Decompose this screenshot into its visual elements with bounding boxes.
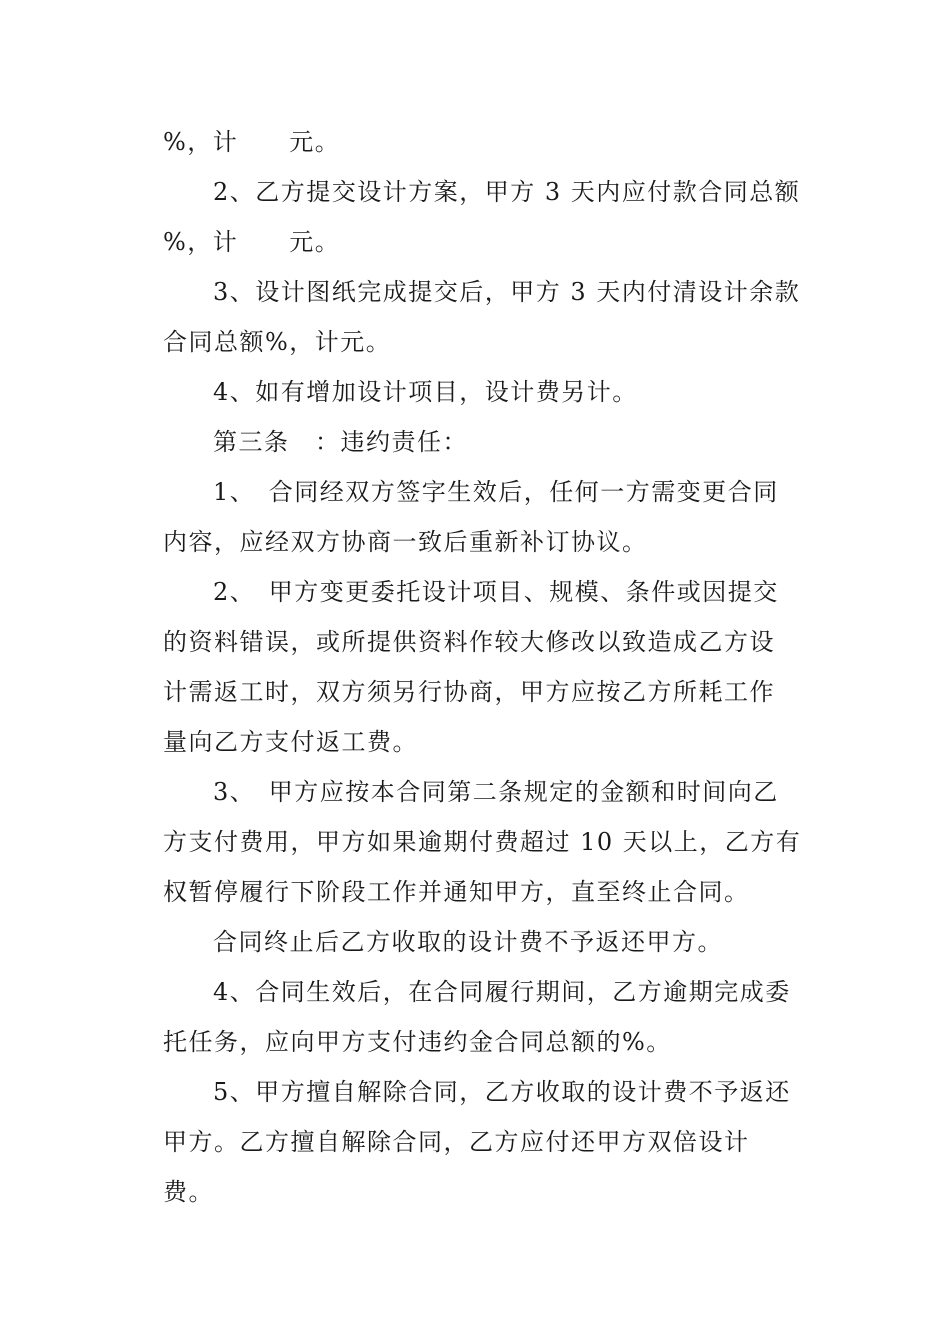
text-line: 3、设计图纸完成提交后，甲方 3 天内付清设计余款 xyxy=(213,278,801,306)
text-line: 内容，应经双方协商一致后重新补订协议。 xyxy=(163,528,648,556)
text-line: 权暂停履行下阶段工作并通知甲方，直至终止合同。 xyxy=(163,878,750,906)
text-line: 计需返工时，双方须另行协商，甲方应按乙方所耗工作 xyxy=(163,678,775,706)
text-line: 量向乙方支付返工费。 xyxy=(163,728,418,756)
text-line: 1、 合同经双方签字生效后，任何一方需变更合同 xyxy=(213,478,779,506)
text-line: 5、甲方擅自解除合同，乙方收取的设计费不予返还 xyxy=(213,1078,791,1106)
text-line: 甲方。乙方擅自解除合同，乙方应付还甲方双倍设计 xyxy=(163,1128,750,1156)
text-line: 3、 甲方应按本合同第二条规定的金额和时间向乙 xyxy=(213,778,779,806)
text-line: 4、如有增加设计项目，设计费另计。 xyxy=(213,378,638,406)
text-line: 费。 xyxy=(163,1178,214,1206)
text-line: 2、 甲方变更委托设计项目、规模、条件或因提交 xyxy=(213,578,779,606)
text-line: 方支付费用，甲方如果逾期付费超过 10 天以上，乙方有 xyxy=(163,828,802,856)
article-heading: 第三条 ：违约责任： xyxy=(213,428,468,456)
text-line: 4、合同生效后，在合同履行期间，乙方逾期完成委 xyxy=(213,978,791,1006)
text-line: %，计 元。 xyxy=(163,228,341,256)
text-line: 合同总额%，计元。 xyxy=(163,328,392,356)
text-line: 的资料错误，或所提供资料作较大修改以致造成乙方设 xyxy=(163,628,775,656)
text-line: %，计 元。 xyxy=(163,128,341,156)
text-line: 2、乙方提交设计方案，甲方 3 天内应付款合同总额 xyxy=(213,178,801,206)
text-line: 托任务，应向甲方支付违约金合同总额的%。 xyxy=(163,1028,672,1056)
text-line: 合同终止后乙方收取的设计费不予返还甲方。 xyxy=(213,928,723,956)
